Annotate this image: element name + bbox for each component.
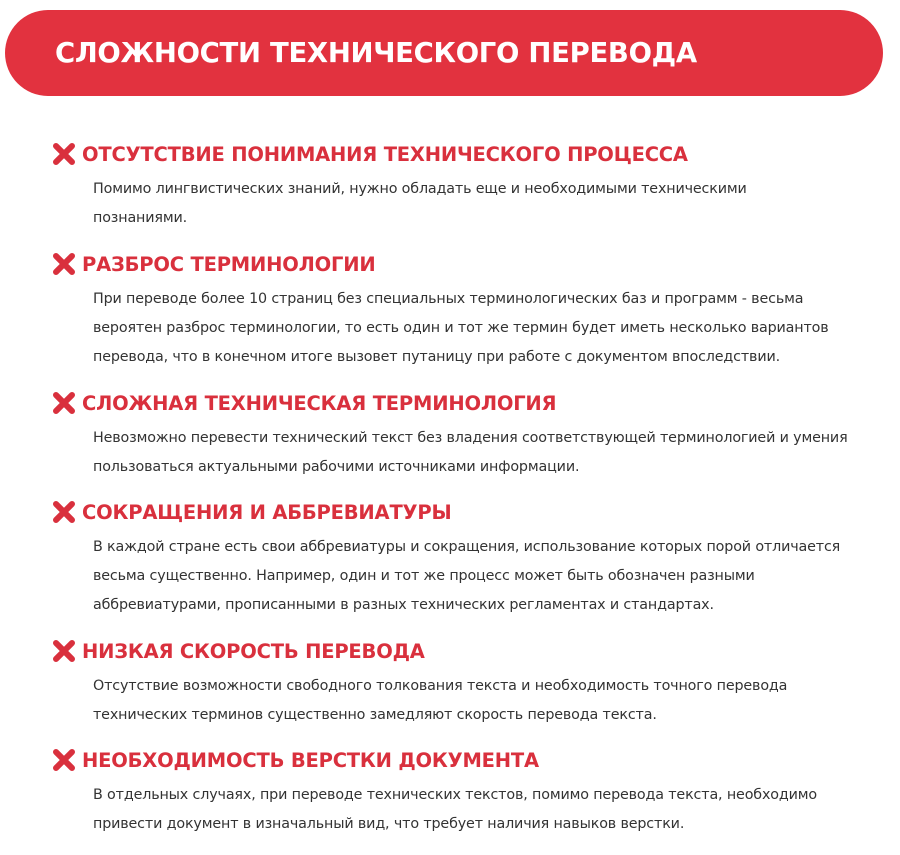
x-mark-icon <box>52 142 76 166</box>
section-body: Отсутствие возможности свободного толкования текста и необходимость точного перевода технических терминов существенно замедляют скорость перевода текста. <box>93 678 788 723</box>
section-body: Помимо лингвистических знаний, нужно обладать еще и необходимыми техническими познаниями. <box>93 181 747 226</box>
section-heading-row <box>52 388 556 418</box>
section-heading: НИЗКАЯ СКОРОСТЬ ПЕРЕВОДА <box>82 639 425 663</box>
section-heading: СЛОЖНАЯ ТЕХНИЧЕСКАЯ ТЕРМИНОЛОГИЯ <box>82 391 557 415</box>
x-mark-icon <box>52 639 76 663</box>
x-mark-icon <box>52 500 76 524</box>
x-mark-icon <box>52 748 76 772</box>
page-title: СЛОЖНОСТИ ТЕХНИЧЕСКОГО ПЕРЕВОДА <box>55 37 697 69</box>
section-heading: ОТСУТСТВИЕ ПОНИМАНИЯ ТЕХНИЧЕСКОГО ПРОЦЕССА <box>82 142 688 166</box>
x-mark-icon <box>52 391 76 415</box>
title-banner <box>5 10 883 96</box>
section-body: При переводе более 10 страниц без специальных терминологических баз и программ - весьма вероятен разброс терминологии, то есть один и тот же термин будет иметь несколько вариантов перевода, что в конечном итоге вызовет путаницу при работе с документом впоследствии. <box>93 291 829 365</box>
section-body: В каждой стране есть свои аббревиатуры и сокращения, использование которых порой отличается весьма существенно. Например, один и тот же процесс может быть обозначен разными аббревиатурами, прописанными в разных технических регламентах и стандартах. <box>93 539 841 613</box>
section-heading-row <box>52 139 688 169</box>
section-heading-row <box>52 249 375 279</box>
section-heading: НЕОБХОДИМОСТЬ ВЕРСТКИ ДОКУМЕНТА <box>82 748 539 772</box>
section-body: В отдельных случаях, при переводе технических текстов, помимо перевода текста, необходимо привести документ в изначальный вид, что требует наличия навыков верстки. <box>93 787 817 832</box>
section-heading-row <box>52 636 425 666</box>
section-body: Невозможно перевести технический текст без владения соответствующей терминологией и умения пользоваться актуальными рабочими источниками информации. <box>93 430 848 475</box>
section-heading: РАЗБРОС ТЕРМИНОЛОГИИ <box>82 252 376 276</box>
section-heading-row <box>52 497 451 527</box>
x-mark-icon <box>52 252 76 276</box>
section-heading: СОКРАЩЕНИЯ И АББРЕВИАТУРЫ <box>82 500 452 524</box>
section-heading-row <box>52 745 539 775</box>
